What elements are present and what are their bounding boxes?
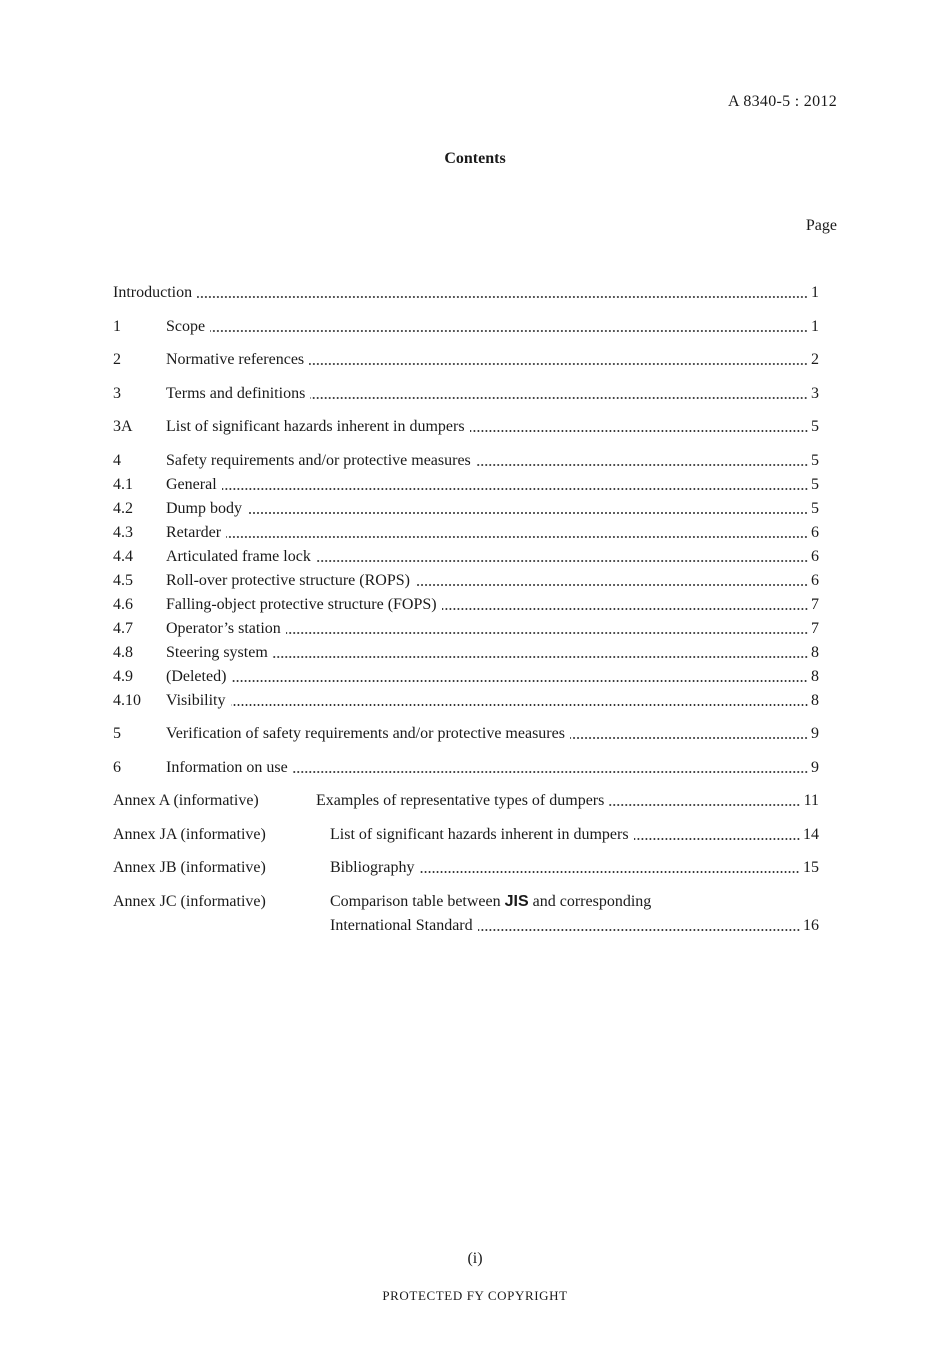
- toc-entry-number: 4.10: [113, 692, 141, 709]
- annex-label: Annex JC (informative): [113, 893, 266, 910]
- toc-entry-number: 4.4: [113, 548, 133, 565]
- toc-entry-page: 8: [811, 692, 819, 709]
- toc-entry-number: 4: [113, 452, 121, 469]
- toc-entry-page: 5: [811, 452, 819, 469]
- annex-page: 15: [803, 859, 819, 876]
- toc-entry[interactable]: [113, 384, 819, 404]
- toc-entry-number: 3: [113, 385, 121, 402]
- toc-entry[interactable]: [113, 758, 819, 778]
- toc-entry[interactable]: [113, 547, 819, 567]
- toc-entry-title: List of significant hazards inherent in dumpers: [166, 418, 465, 435]
- annex-title-line2: International Standard: [330, 917, 473, 934]
- toc-entry-title: (Deleted): [166, 668, 227, 685]
- toc-entry-page: 5: [811, 500, 819, 517]
- annex-page: 11: [803, 792, 819, 809]
- toc-entry-page: 8: [811, 644, 819, 661]
- dot-leader: [316, 560, 808, 562]
- dot-leader: [210, 330, 808, 332]
- toc-entry-title: Steering system: [166, 644, 268, 661]
- toc-entry[interactable]: [113, 523, 819, 543]
- annex-page: 16: [803, 917, 819, 934]
- toc-entry-title: General: [166, 476, 217, 493]
- toc-entry-number: 3A: [113, 418, 133, 435]
- toc-entry[interactable]: [113, 499, 819, 519]
- toc-entry-number: 4.2: [113, 500, 133, 517]
- toc-entry-title: Falling-object protective structure (FOPS): [166, 596, 437, 613]
- annex-label: Annex JB (informative): [113, 859, 266, 876]
- toc-entry-page: 3: [811, 385, 819, 402]
- toc-entry-page: 6: [811, 524, 819, 541]
- toc-entry-introduction[interactable]: [113, 283, 819, 303]
- toc-entry[interactable]: [113, 350, 819, 370]
- annex-title-part: and corresponding: [528, 893, 652, 910]
- toc-entry-title: Articulated frame lock: [166, 548, 311, 565]
- toc-entry-title: Normative references: [166, 351, 305, 368]
- page-column-label: Page: [805, 217, 837, 234]
- toc-entry-page: 5: [811, 476, 819, 493]
- toc-entry-page: 1: [811, 284, 819, 301]
- toc-entry-title: Roll-over protective structure (ROPS): [166, 572, 410, 589]
- dot-leader: [419, 871, 800, 873]
- toc-entry-number: 6: [113, 759, 121, 776]
- toc-entry-number: 1: [113, 318, 121, 335]
- annex-label: Annex JA (informative): [113, 826, 266, 843]
- toc-entry-number: 5: [113, 725, 121, 742]
- toc-entry-page: 1: [811, 318, 819, 335]
- annex-title-line1: [330, 892, 651, 912]
- toc-entry-page: 6: [811, 548, 819, 565]
- toc-entry[interactable]: [113, 643, 819, 663]
- toc-entry-page: 6: [811, 572, 819, 589]
- toc-entry-title: Visibility: [166, 692, 226, 709]
- toc-entry-number: 4.9: [113, 668, 133, 685]
- toc-entry-title: Information on use: [166, 759, 288, 776]
- toc-entry[interactable]: [113, 571, 819, 591]
- toc-entry-title: Retarder: [166, 524, 222, 541]
- toc-entry-number: 4.8: [113, 644, 133, 661]
- dot-leader: [197, 296, 808, 298]
- toc-entry[interactable]: [113, 595, 819, 615]
- dot-leader: [273, 656, 808, 658]
- annex-title-part: Comparison table between: [330, 893, 505, 910]
- toc-entry-number: 2: [113, 351, 121, 368]
- annex-title: Bibliography: [330, 859, 415, 876]
- toc-entry-page: 7: [811, 620, 819, 637]
- toc-entry-page: 7: [811, 596, 819, 613]
- toc-entry-title: Scope: [166, 318, 206, 335]
- toc-entry[interactable]: [113, 667, 819, 687]
- toc-entry-title: Dump body: [166, 500, 242, 517]
- toc-entry[interactable]: [113, 619, 819, 639]
- copyright-footer: PROTECTED FY COPYRIGHT: [382, 1288, 568, 1303]
- toc-annex-entry[interactable]: [113, 858, 819, 878]
- dot-leader: [231, 704, 809, 706]
- toc-entry[interactable]: [113, 691, 819, 711]
- dot-leader: [226, 536, 808, 538]
- toc-entry-page: 2: [811, 351, 819, 368]
- annex-page: 14: [803, 826, 819, 843]
- dot-leader: [286, 632, 808, 634]
- contents-heading: Contents: [444, 150, 506, 167]
- toc-entry[interactable]: [113, 317, 819, 337]
- toc-entry-page: 5: [811, 418, 819, 435]
- dot-leader: [634, 838, 800, 840]
- jis-bold-text: JIS: [504, 893, 529, 910]
- toc-entry[interactable]: [113, 724, 819, 744]
- dot-leader: [478, 929, 800, 931]
- annex-title: Examples of representative types of dumpers: [316, 792, 605, 809]
- dot-leader: [222, 488, 808, 490]
- toc-entry-title: Operator’s station: [166, 620, 281, 637]
- toc-entry-title: Verification of safety requirements and/or protective measures: [166, 725, 565, 742]
- toc-entry-page: 9: [811, 725, 819, 742]
- toc-annex-entry[interactable]: [113, 791, 819, 811]
- dot-leader: [310, 397, 808, 399]
- toc-entry-number: 4.5: [113, 572, 133, 589]
- page-number: (i): [467, 1250, 483, 1267]
- toc-entry[interactable]: [113, 417, 819, 437]
- dot-leader: [231, 680, 808, 682]
- annex-label: Annex A (informative): [113, 792, 259, 809]
- toc-entry-title: Terms and definitions: [166, 385, 306, 402]
- dot-leader: [309, 363, 808, 365]
- toc-entry[interactable]: [113, 475, 819, 495]
- toc-entry-number: 4.3: [113, 524, 133, 541]
- toc-entry-number: 4.6: [113, 596, 133, 613]
- toc-entry-title: Introduction: [113, 284, 193, 301]
- dot-leader: [293, 771, 808, 773]
- dot-leader: [247, 512, 808, 514]
- dot-leader: [476, 464, 808, 466]
- toc-entry-page: 9: [811, 759, 819, 776]
- toc-entry[interactable]: [113, 451, 819, 471]
- dot-leader: [570, 737, 808, 739]
- toc-entry-number: 4.7: [113, 620, 133, 637]
- dot-leader: [442, 608, 808, 610]
- dot-leader: [470, 430, 808, 432]
- dot-leader: [609, 804, 800, 806]
- toc-annex-entry[interactable]: [113, 825, 819, 845]
- toc-annex-entry[interactable]: [113, 892, 819, 912]
- toc-entry-number: 4.1: [113, 476, 133, 493]
- toc-entry-title: Safety requirements and/or protective measures: [166, 452, 471, 469]
- document-code: A 8340-5 : 2012: [728, 93, 837, 110]
- dot-leader: [415, 584, 808, 586]
- toc-annex-entry-continuation[interactable]: [113, 916, 819, 936]
- annex-title: List of significant hazards inherent in dumpers: [330, 826, 629, 843]
- toc-entry-page: 8: [811, 668, 819, 685]
